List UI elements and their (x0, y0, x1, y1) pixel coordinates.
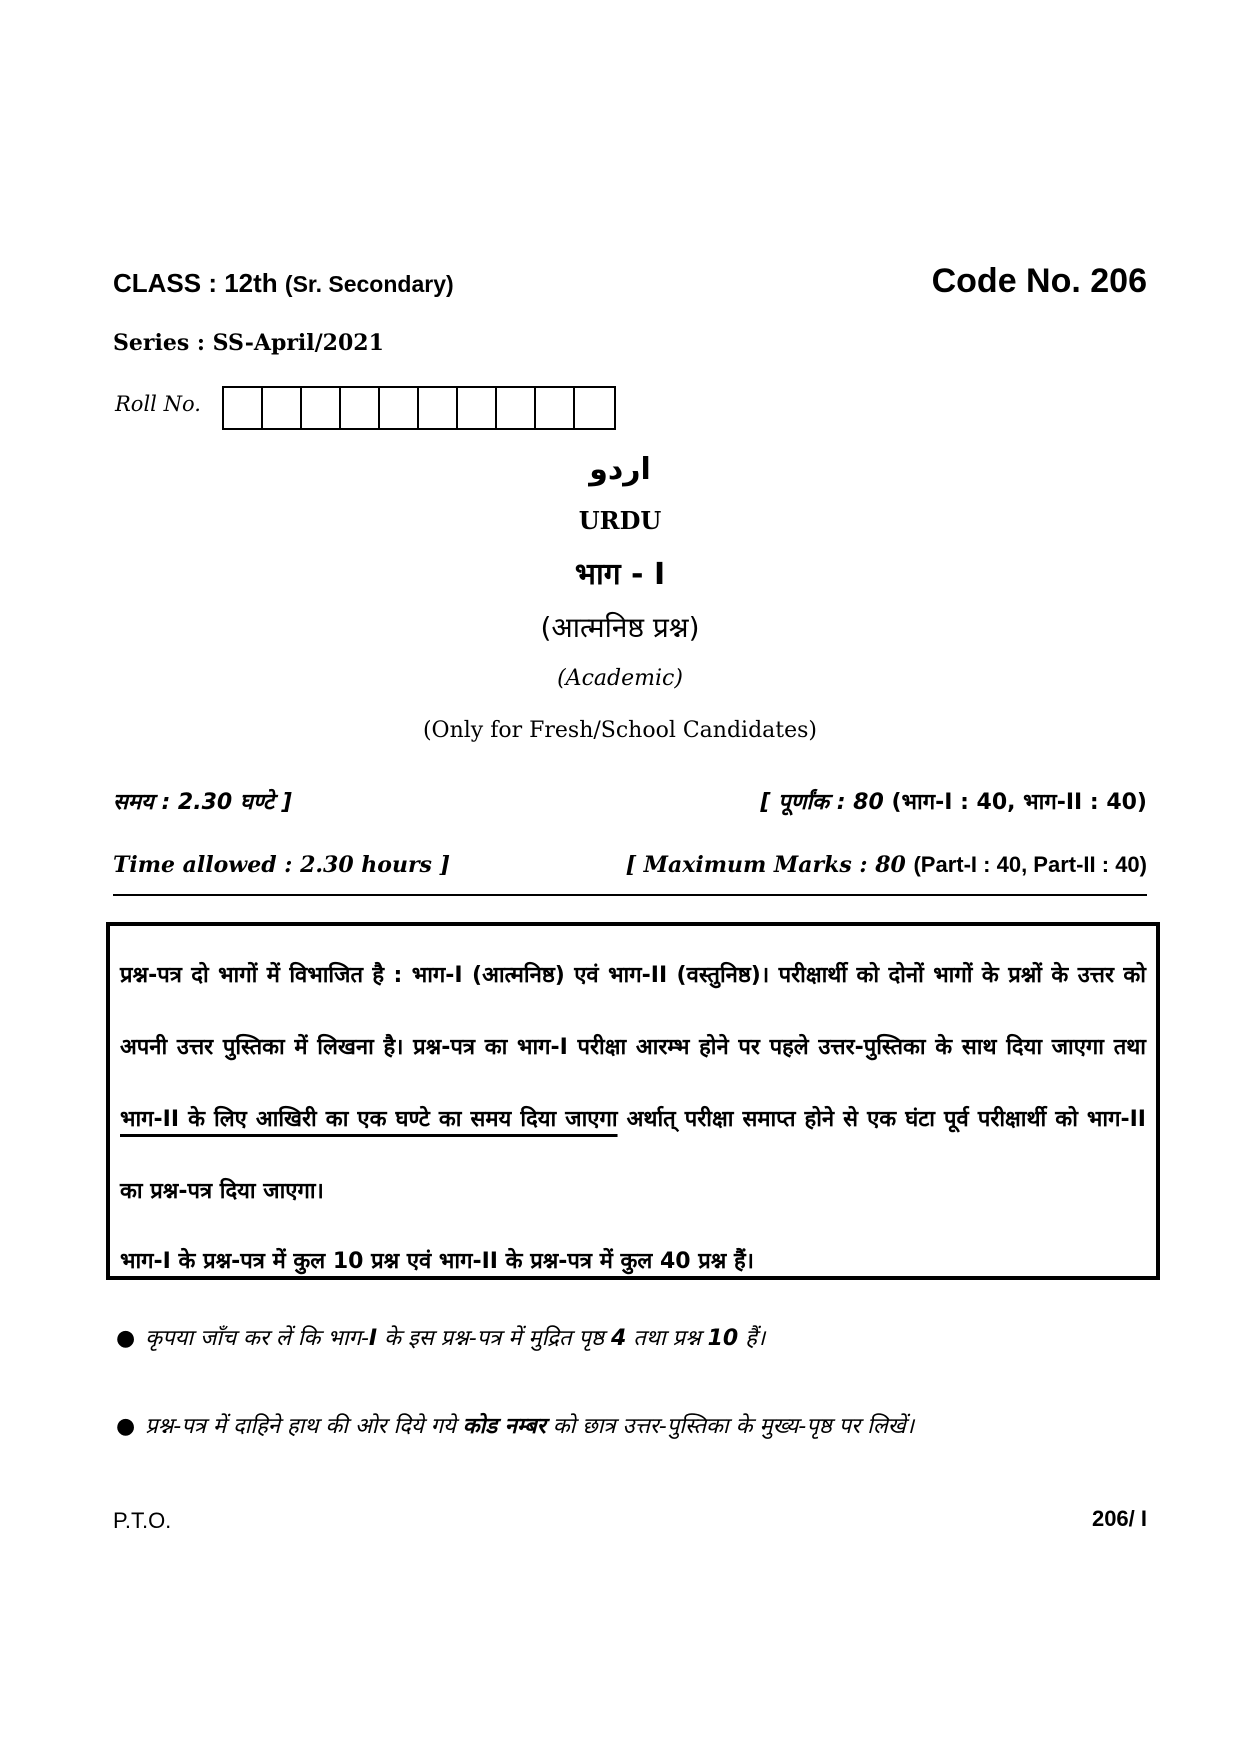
note-bold: I (368, 1326, 378, 1351)
subject-title: URDU (578, 506, 662, 535)
note-text: कृपया जाँच कर लें कि भाग- (145, 1326, 369, 1351)
note-bold: 4 (610, 1326, 627, 1351)
roll-no-digit-box[interactable] (263, 388, 302, 428)
note-text: प्रश्न-पत्र में दाहिने हाथ की ओर दिये गये (145, 1414, 463, 1439)
roll-no-digit-box[interactable] (497, 388, 536, 428)
instruction-text-start: प्रश्न-पत्र दो भागों में विभाजित है : भाग-I (आत्मनिष्ठ) एवं भाग-II (वस्तुनिष्ठ)। परीक्षार्थी को दोनों भागों के प्रश्नों के उत्तर को अपनी उत्तर पुस्तिका में लिखना है। प्रश्न-पत्र का भाग-I परीक्षा आरम्भ होने पर पहले उत्तर-पुस्तिका के साथ दिया जाएगा तथा (120, 963, 1146, 1060)
note-text: को छात्र उत्तर-पुस्तिका के मुख्य-पृष्ठ पर लिखें। (545, 1414, 915, 1439)
note-text: के इस प्रश्न-पत्र में मुद्रित पृष्ठ (377, 1326, 611, 1351)
pto-label: P.T.O. (113, 1508, 172, 1533)
bullet-icon: ● (116, 1326, 136, 1351)
instruction-paragraph-1 (120, 940, 1146, 1228)
note-bold: कोड नम्बर (462, 1414, 546, 1439)
roll-no-digit-box[interactable] (419, 388, 458, 428)
note-text: हैं। (738, 1326, 766, 1351)
instruction-box (106, 922, 1160, 1280)
marks-hindi-split: (भाग-I : 40, भाग-II : 40) (891, 790, 1147, 815)
divider-rule (113, 894, 1147, 896)
marks-english-split: (Part-I : 40, Part-II : 40) (913, 852, 1147, 877)
instruction-paragraph-2: भाग-I के प्रश्न-पत्र में कुल 10 प्रश्न एवं भाग-II के प्रश्न-पत्र में कुल 40 प्रश्न हैं। (120, 1249, 755, 1274)
marks-english (626, 852, 1147, 878)
page-code: 206/ I (1091, 1506, 1147, 1531)
urdu-script-title: اردو (589, 452, 651, 487)
roll-no-digit-box[interactable] (536, 388, 575, 428)
roll-no-digit-box[interactable] (575, 388, 614, 428)
marks-hindi-label: [ पूर्णांक : 80 (760, 790, 884, 815)
code-number: Code No. 206 (931, 262, 1147, 300)
note-text: तथा प्रश्न (626, 1326, 708, 1351)
candidates-label: (Only for Fresh/School Candidates) (422, 718, 818, 743)
roll-no-digit-box[interactable] (380, 388, 419, 428)
bullet-icon: ● (116, 1414, 136, 1439)
note-bullet-1 (116, 1322, 765, 1352)
part-label: भाग - I (574, 557, 666, 592)
roll-no-digit-box[interactable] (224, 388, 263, 428)
class-level: (Sr. Secondary) (284, 271, 454, 297)
roll-no-digit-box[interactable] (341, 388, 380, 428)
time-hindi: समय : 2.30 घण्टे ] (113, 790, 292, 815)
series-label: Series : SS-April/2021 (113, 330, 384, 356)
part-type: (आत्मनिष्ठ प्रश्न) (540, 611, 700, 644)
roll-no-digit-box[interactable] (302, 388, 341, 428)
time-english: Time allowed : 2.30 hours ] (113, 852, 451, 878)
roll-no-boxes[interactable] (222, 386, 616, 430)
stream-label: (Academic) (557, 666, 683, 691)
instruction-text-end: अर्थात् परीक्षा समाप्त होने से एक घंटा पूर्व परीक्षार्थी को भाग-II का प्रश्न-पत्र दिया जाएगा। (120, 1107, 1146, 1204)
marks-hindi (760, 786, 1147, 816)
instruction-text-underlined: भाग-II के लिए आखिरी का एक घण्टे का समय दिया जाएगा (120, 1107, 618, 1132)
note-bullet-2 (116, 1410, 914, 1440)
class-line (113, 268, 454, 299)
note-bold: 10 (707, 1326, 739, 1351)
roll-no-label: Roll No. (115, 392, 201, 416)
roll-no-digit-box[interactable] (458, 388, 497, 428)
class-label: CLASS : 12th (113, 268, 278, 298)
marks-english-label: [ Maximum Marks : 80 (625, 852, 906, 878)
